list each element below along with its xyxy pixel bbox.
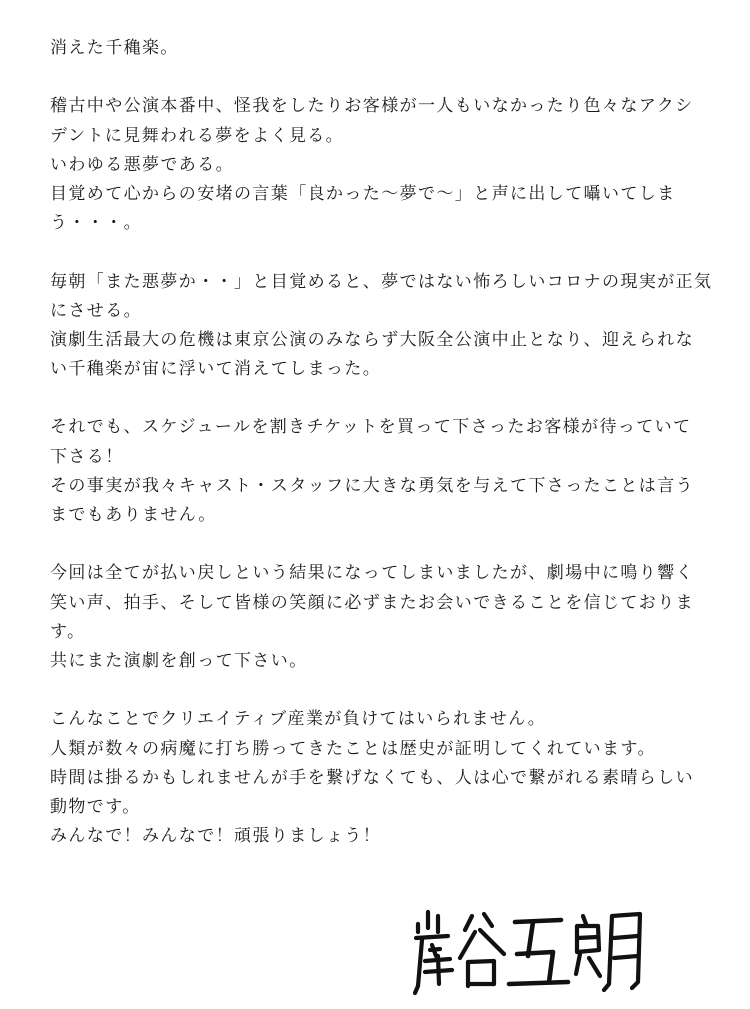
paragraph-gap — [50, 63, 730, 92]
letter-line: す。 — [50, 621, 86, 642]
handwritten-signature — [408, 898, 658, 998]
signature-char-4 — [576, 914, 640, 990]
paragraph-gap — [50, 238, 730, 267]
paragraph-gap — [50, 676, 730, 705]
letter-line: こんなことでクリエイティブ産業が負けてはいられません。 — [50, 709, 547, 730]
letter-line: その事実が我々キャスト・スタッフに大きな勇気を与えて下さったことは言う — [50, 475, 694, 496]
letter-line: 毎朝「また悪夢か・・」と目覚めると、夢ではない怖ろしいコロナの現実が正気 — [50, 271, 713, 292]
signature-drawing — [408, 898, 658, 998]
letter-line: デントに見舞われる夢をよく見る。 — [50, 125, 345, 146]
letter-line: 下さる！ — [50, 446, 124, 467]
letter-line: 今回は全てが払い戻しという結果になってしまいましたが、劇場中に鳴り響く — [50, 563, 694, 584]
letter-line: 笑い声、拍手、そして皆様の笑顔に必ずまたお会いできることを信じておりま — [50, 592, 694, 613]
letter-title: 消えた千穐楽。 — [50, 38, 179, 58]
letter-line: 演劇生活最大の危機は東京公演のみならず大阪全公演中止となり、迎えられな — [50, 329, 694, 350]
letter-line: みんなで！みんなで！頑張りましょう！ — [50, 826, 382, 847]
letter-line: いわゆる悪夢である。 — [50, 154, 234, 175]
letter-line: 人類が数々の病魔に打ち勝ってきたことは歴史が証明してくれています。 — [50, 738, 656, 759]
letter-line: それでも、スケジュールを割きチケットを買って下さったお客様が待っていて — [50, 417, 692, 438]
letter-line: 動物です。 — [50, 796, 141, 817]
letter-line: までもありません。 — [50, 505, 217, 525]
letter-line: 共にまた演劇を創って下さい。 — [50, 650, 308, 671]
letter-body — [50, 34, 730, 851]
signature-char-2 — [460, 914, 504, 986]
paragraph-gap — [50, 384, 730, 413]
letter-line: う・・・。 — [50, 213, 142, 234]
signature-char-1 — [415, 912, 452, 993]
paragraph-gap — [50, 530, 730, 559]
letter-line: にさせる。 — [50, 300, 142, 321]
letter-line: 目覚めて心からの安堵の言葉「良かった〜夢で〜」と声に出して囁いてしま — [50, 183, 676, 204]
signature-char-3 — [509, 920, 568, 984]
letter-line: い千穐楽が宙に浮いて消えてしまった。 — [50, 359, 382, 380]
letter-line: 時間は掛るかもしれませんが手を繋げなくても、人は心で繋がれる素晴らしい — [50, 767, 694, 788]
letter-line: 稽古中や公演本番中、怪我をしたりお客様が一人もいなかったり色々なアクシ — [50, 96, 694, 117]
